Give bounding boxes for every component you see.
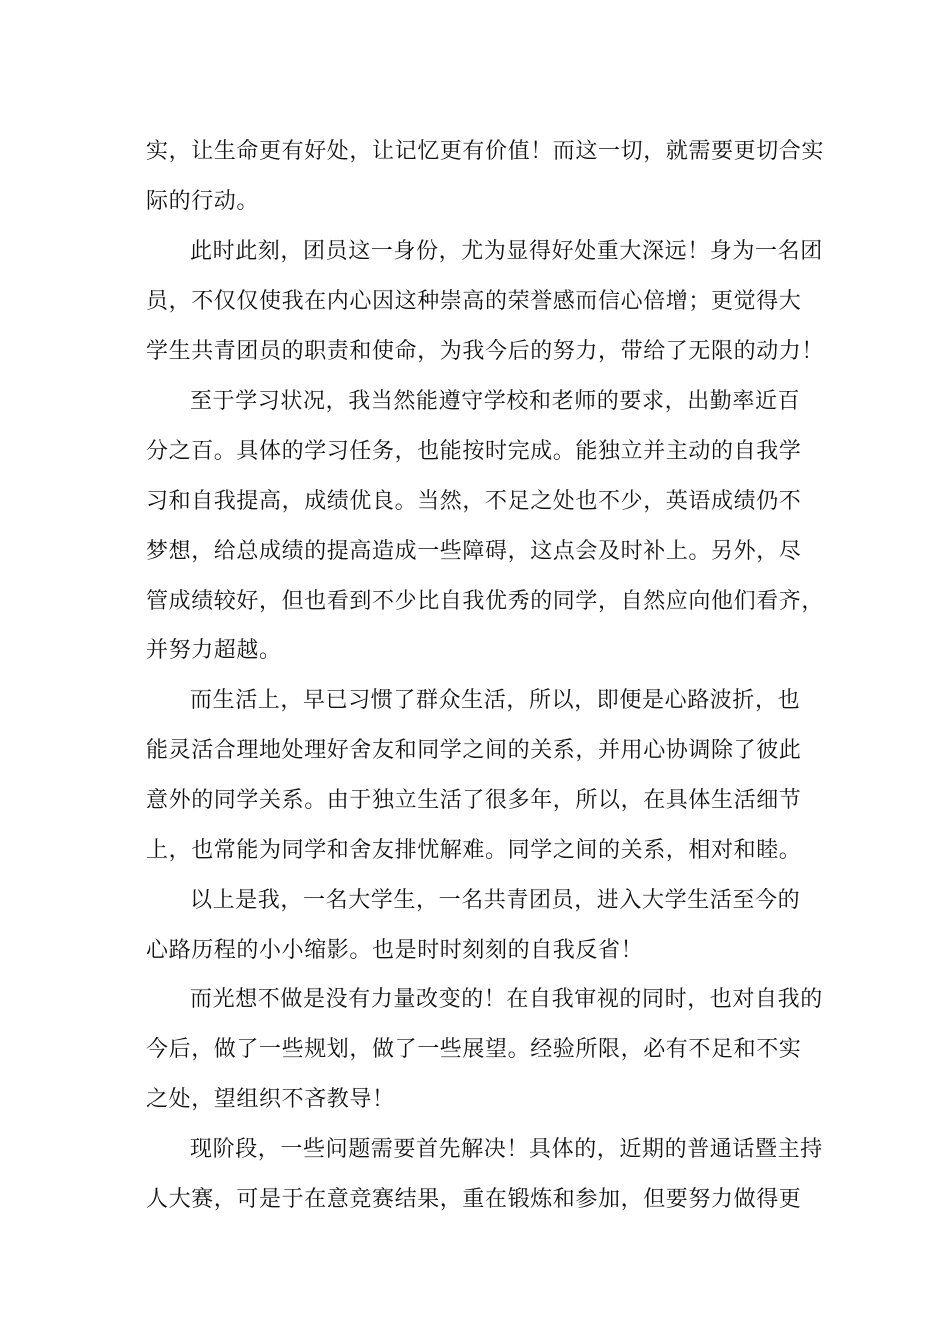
text-line: 此时此刻，团员这一身份，尤为显得好处重大深远！身为一名团 <box>190 239 823 264</box>
text-line: 管成绩较好，但也看到不少比自我优秀的同学，自然应向他们看齐， <box>146 589 825 614</box>
text-line: 分之百。具体的学习任务，也能按时完成。能独立并主动的自我学 <box>146 439 802 464</box>
text-line: 以上是我，一名大学生，一名共青团员，进入大学生活至今的 <box>190 888 801 913</box>
text-line: 今后，做了一些规划，做了一些展望。经验所限，必有不足和不实 <box>146 1037 802 1062</box>
text-line: 梦想，给总成绩的提高造成一些障碍，这点会及时补上。另外，尽 <box>146 539 802 564</box>
text-line: 能灵活合理地处理好舍友和同学之间的关系，并用心协调除了彼此 <box>146 738 802 763</box>
text-line: 并努力超越。 <box>146 638 282 663</box>
text-line: 上，也常能为同学和舍友排忧解难。同学之间的关系，相对和睦。 <box>146 838 802 863</box>
text-line: 习和自我提高，成绩优良。当然，不足之处也不少，英语成绩仍不 <box>146 489 802 514</box>
text-line: 心路历程的小小缩影。也是时时刻刻的自我反省！ <box>146 938 644 963</box>
text-line: 而光想不做是没有力量改变的！在自我审视的同时，也对自我的 <box>190 987 823 1012</box>
text-line: 意外的同学关系。由于独立生活了很多年，所以，在具体生活细节 <box>146 788 802 813</box>
text-line: 际的行动。 <box>146 189 260 214</box>
text-line: 实，让生命更有好处，让记忆更有价值！而这一切，就需要更切合实 <box>146 139 825 164</box>
text-line: 至于学习状况，我当然能遵守学校和老师的要求，出勤率近百 <box>190 389 801 414</box>
text-line: 员，不仅仅使我在内心因这种崇高的荣誉感而信心倍增；更觉得大 <box>146 289 802 314</box>
text-line: 现阶段，一些问题需要首先解决！具体的，近期的普通话暨主持 <box>190 1137 823 1162</box>
text-line: 学生共青团员的职责和使命，为我今后的努力，带给了无限的动力！ <box>146 339 825 364</box>
text-line: 人大赛，可是于在意竞赛结果，重在锻炼和参加，但要努力做得更 <box>146 1187 802 1212</box>
text-line: 而生活上，早已习惯了群众生活，所以，即便是心路波折，也 <box>190 688 801 713</box>
text-line: 之处，望组织不吝教导！ <box>146 1087 395 1112</box>
